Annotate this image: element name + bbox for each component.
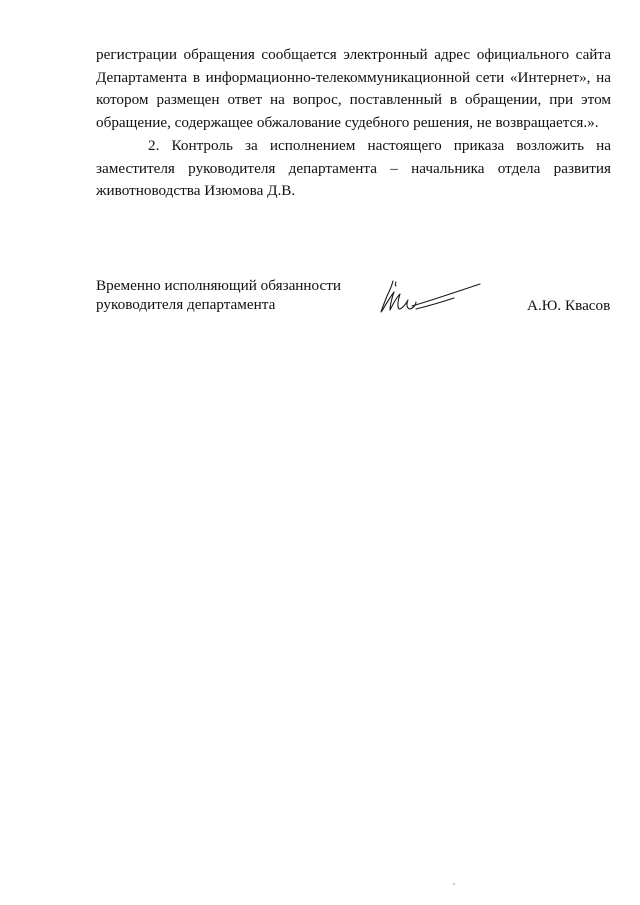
signer-position-line-1: Временно исполняющий обязанности — [96, 277, 342, 294]
paragraph-2: 2. Контроль за исполнением настоящего приказа возложить на заместителя руководителя департамента – начальника отдела развития животноводства Изюмова Д.В. — [96, 136, 611, 200]
paragraph-continuation: регистрации обращения сообщается электронный адрес официального сайта Департамента в информационно-телекоммуникационной сети «Интернет», на котором размещен ответ на вопрос, поставленный в обращении, при этом обращение, содержащее обжалование судебного решения, не возвращается.». — [96, 46, 611, 132]
signer-position — [96, 277, 366, 314]
handwritten-signature — [376, 276, 486, 324]
document-body — [96, 44, 611, 203]
scan-speck — [453, 883, 455, 885]
signer-position-line-2: руководителя департамента — [96, 295, 276, 313]
signer-name: А.Ю. Квасов — [527, 297, 611, 314]
